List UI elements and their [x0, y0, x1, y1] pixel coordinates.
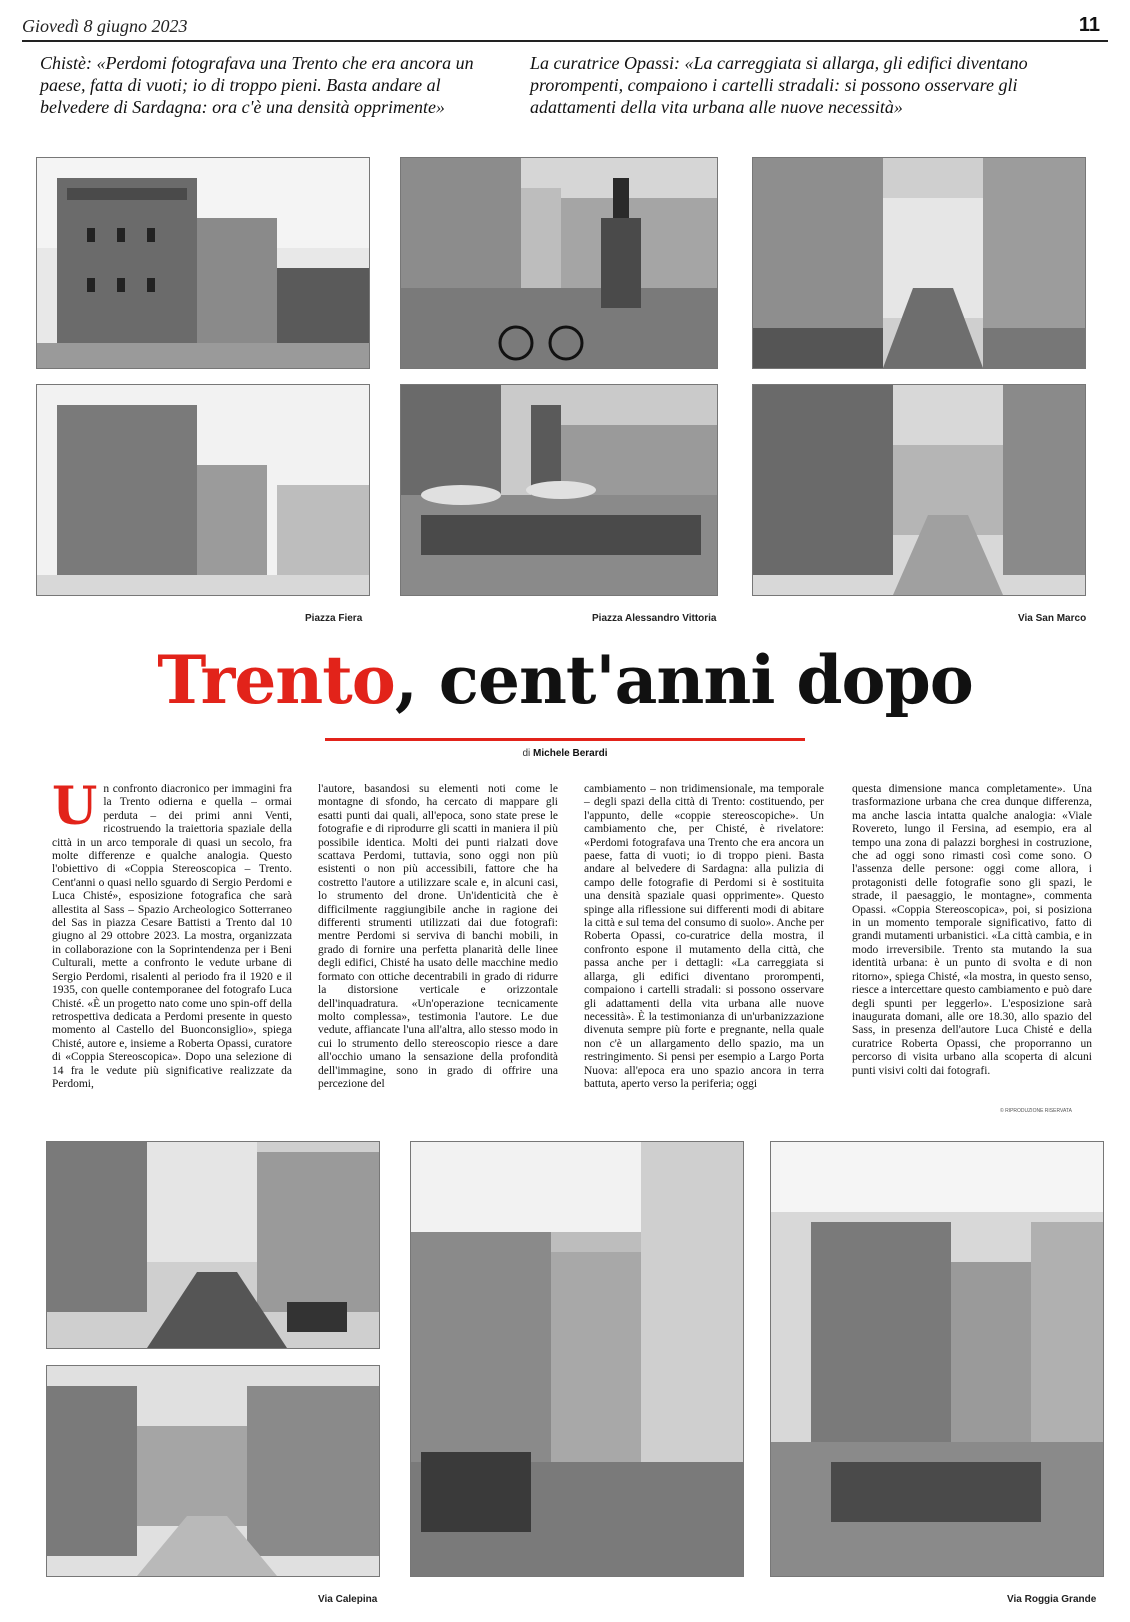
caption-piazza-vittoria: Piazza Alessandro Vittoria	[592, 613, 717, 624]
header-rule	[22, 40, 1108, 42]
drop-cap: U	[52, 776, 98, 837]
caption-piazza-fiera: Piazza Fiera	[305, 613, 363, 624]
article-text-2: l'autore, basandosi su elementi noti come le montagne di sfondo, ha cercato di mappare gli esatti punti dai quali, all'epoca, sono state prese le fotografie e di riprodurre gli scatti in maniera il più possibile identica. Molti dei punti rialzati dove scattava Perdomi, tuttavia, sono oggi non più esistenti o non più accessibili, fattore che ha costretto l'autore a utilizzare scale e, in alcuni casi, lo strumento del drone. Un'identicità che è difficilmente raggiungibile anche in ragione dei differenti strumenti utilizzati dai due fotografi: mentre Perdomi si serviva di banchi mobili, in grado di fornire una perfetta planarità delle linee degli edifici, Chisté ha usato delle macchine medio formato con ottiche decentrabili in grado di ridurre la distorsione verticale e orizzontale dell'inquadratura. «Un'operazione tecnicamente molto complessa», testimonia l'autore. Le due vedute, affiancate l'una all'altra, allo stesso modo in cui lo strumento dello stereoscopio riesce a dare all'occhio umano la sensazione della profondità dell'immagine, sono in grado di offrire una percezione del	[318, 783, 558, 1090]
photo-via-calepina-modern	[46, 1141, 380, 1349]
headline	[0, 640, 1130, 720]
photo-via-roggia-historic	[770, 1141, 1104, 1577]
article-text-1: n confronto diacronico per immagini fra la Trento odierna e quella – ormai perduta – dei primi anni Venti, ricostruendo la traiettoria spaziale della città in un arco temporale di quasi un secolo, fra molte differenze e qualche analogia. Questo l'obiettivo di «Coppia Stereoscopica – Trento. Cent'anni o quasi nello sguardo di Sergio Perdomi e Luca Chisté», esposizione fotografica che sarà allestita al Sass – Spazio Archeologico Sotterraneo del Sas in piazza Cesare Battisti a Trento dal 10 giugno al 29 ottobre 2023. La mostra, organizzata in collaborazione con la Soprintendenza per i Beni Culturali, mette a confronto le vedute urbane di Sergio Perdomi, risalenti al periodo fra il 1920 e il 1935, con quelle contemporanee del fotografo Luca Chisté. «È un progetto nato come uno spin-off della retrospettiva dedicata a Perdomi presente in questo momento al Castello del Buonconsiglio», spiega Chisté, autore e, insieme a Roberta Opassi, curatore di «Coppia Stereoscopica». Dopo una selezione di 14 fra le vedute più significative realizzate da Perdomi,	[52, 783, 292, 1090]
photo-piazza-fiera-modern	[36, 157, 370, 369]
article-text-4: questa dimensione manca completamente». Una trasformazione urbana che crea dunque differenza, ma anche lascia intatta qualche analogia: «Viale Rovereto, lungo il Fersina, ad esempio, era al tempo una zona di palazzi borghesi in costruzione, che ad oggi sono rimasti così come sono. O l'assenza delle persone: oggi come allora, i protagonisti delle fotografie sono gli spazi, le strade, il paesaggio, le montagne», commenta Opassi. «Coppia Stereoscopica», poi, si posiziona in un momento temporale significativo, fatto di grandi mutamenti urbanistici. «La città cambia, e in modo irreversibile. Trento sta mutando la sua identità urbana: è un punto di svolta e di non ritorno», spiega Chisté, «la mostra, in questo senso, riesce a intercettare questo cambiamento e può dare degli spunti per leggerlo». L'esposizione sarà inaugurata domani, alle ore 18.30, allo spazio del Sass, in presenza dell'autore Luca Chisté e della curatrice Roberta Opassi, che proporranno un percorso di visita urbano alla scoperta di alcuni punti visivi colti dai fotografi.	[852, 783, 1092, 1077]
article-column-2	[318, 783, 558, 1091]
byline-author: Michele Berardi	[533, 748, 608, 759]
pull-quote-right: La curatrice Opassi: «La carreggiata si allarga, gli edifici diventano prorompenti, compaiono i cartelli stradali: si possono osservare gli adattamenti della vita urbana alle nuove necessità»	[530, 53, 1028, 117]
photo-via-calepina-historic	[46, 1365, 380, 1577]
photo-via-san-marco-modern	[752, 157, 1086, 369]
article-text-3: cambiamento – non tridimensionale, ma temporale – degli spazi della città di Trento: costituendo, per l'appunto, delle «coppie stereoscopiche». Un cambiamento che, per Chisté, è rivelatore: «Perdomi fotografava una Trento che era ancora un paese, fatta di vuoti; io di troppo pieni. Basta andare al belvedere di Sardagna: alla pulizia di campo delle fotografie di Perdomi si è sostituita una densità spaziale quasi opprimente». Questo spinge alla riflessione sui differenti modi di abitare la città e sul tema del consumo di suolo». Anche per Roberta Opassi, co-curatrice della mostra, il confronto espone il mutamento della città, che passa anche per i dettagli: «La carreggiata si allarga, gli edifici diventano prorompenti, compaiono i cartelli stradali: si possono osservare gli adattamenti della vita urbana alle nuove necessità». È la testimonianza di un'urbanizzazione divenuta sempre più forte e pregnante, nella quale non c'è un allargamento dello spazio, ma un restringimento. Si pensi per esempio a Largo Porta Nuova: all'epoca era uno spazio ancora in terra battuta, aperto verso la periferia; oggi	[584, 783, 824, 1090]
photo-piazza-vittoria-historic	[400, 384, 718, 596]
headline-rest: , cent'anni dopo	[394, 641, 973, 719]
photo-via-san-marco-historic	[752, 384, 1086, 596]
pull-quote-left: Chistè: «Perdomi fotografava una Trento che era ancora un paese, fatta di vuoti; io di troppo pieni. Basta andare al belvedere di Sardagna: ora c'è una densità opprimente»	[40, 53, 474, 117]
photo-piazza-vittoria-modern	[400, 157, 718, 369]
headline-rule	[325, 738, 805, 741]
byline	[0, 748, 1130, 759]
article-column-1	[52, 776, 292, 1091]
caption-via-calepina: Via Calepina	[318, 1594, 378, 1605]
page-number: 11	[1078, 14, 1100, 36]
photo-via-roggia-modern	[410, 1141, 744, 1577]
caption-via-roggia-grande: Via Roggia Grande	[1007, 1594, 1097, 1605]
photo-piazza-fiera-historic	[36, 384, 370, 596]
issue-date: Giovedì 8 giugno 2023	[22, 16, 188, 36]
article-column-4	[852, 783, 1092, 1078]
byline-prefix: di	[522, 748, 531, 759]
caption-via-san-marco: Via San Marco	[1018, 613, 1087, 624]
copyright-note: © RIPRODUZIONE RISERVATA	[1000, 1108, 1072, 1114]
headline-red: Trento	[157, 641, 395, 719]
article-column-3	[584, 783, 824, 1091]
